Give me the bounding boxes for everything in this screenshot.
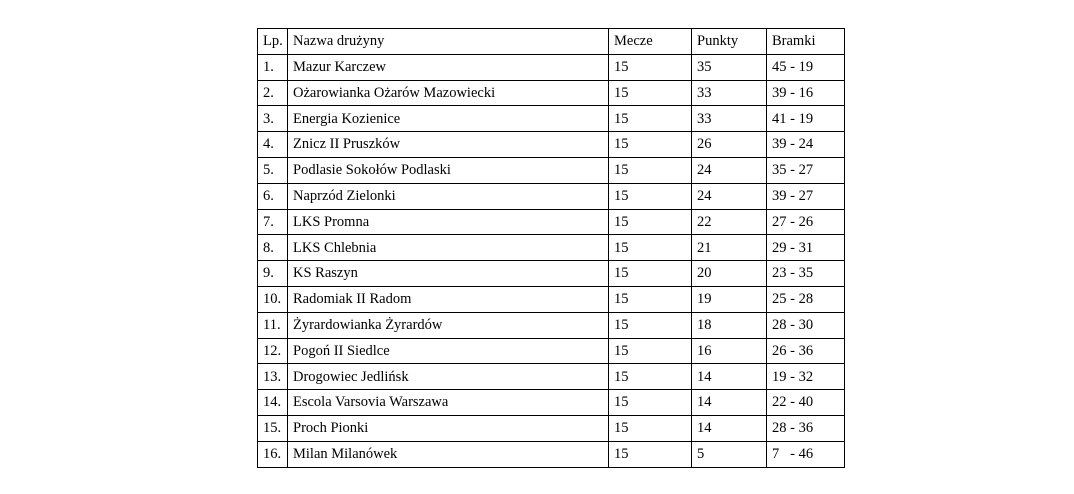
league-standings-table (257, 28, 845, 468)
cell-points: 20 (692, 261, 767, 287)
cell-goals: 27 - 26 (767, 209, 845, 235)
cell-points: 33 (692, 80, 767, 106)
table-row (258, 312, 845, 338)
cell-position: 13. (258, 364, 288, 390)
cell-points: 14 (692, 390, 767, 416)
cell-team-name: Żyrardowianka Żyrardów (288, 312, 609, 338)
cell-goals: 45 - 19 (767, 54, 845, 80)
table-row (258, 415, 845, 441)
cell-goals: 26 - 36 (767, 338, 845, 364)
cell-goals: 35 - 27 (767, 157, 845, 183)
cell-position: 2. (258, 80, 288, 106)
table-row (258, 209, 845, 235)
cell-team-name: Mazur Karczew (288, 54, 609, 80)
table-row (258, 106, 845, 132)
cell-team-name: Podlasie Sokołów Podlaski (288, 157, 609, 183)
cell-position: 11. (258, 312, 288, 338)
cell-team-name: Znicz II Pruszków (288, 132, 609, 158)
cell-goals: 19 - 32 (767, 364, 845, 390)
cell-goals: 41 - 19 (767, 106, 845, 132)
cell-points: 21 (692, 235, 767, 261)
cell-matches: 15 (609, 183, 692, 209)
cell-goals: 28 - 36 (767, 415, 845, 441)
cell-position: 7. (258, 209, 288, 235)
cell-points: 5 (692, 441, 767, 467)
table-row (258, 441, 845, 467)
cell-position: 3. (258, 106, 288, 132)
cell-position: 8. (258, 235, 288, 261)
cell-matches: 15 (609, 80, 692, 106)
cell-position: 10. (258, 286, 288, 312)
cell-matches: 15 (609, 364, 692, 390)
cell-position: 16. (258, 441, 288, 467)
table-row (258, 286, 845, 312)
cell-matches: 15 (609, 54, 692, 80)
cell-matches: 15 (609, 261, 692, 287)
cell-team-name: Milan Milanówek (288, 441, 609, 467)
cell-goals: 25 - 28 (767, 286, 845, 312)
cell-matches: 15 (609, 209, 692, 235)
cell-team-name: Escola Varsovia Warszawa (288, 390, 609, 416)
cell-goals: 29 - 31 (767, 235, 845, 261)
header-goals: Bramki (767, 29, 845, 55)
cell-matches: 15 (609, 132, 692, 158)
cell-points: 24 (692, 157, 767, 183)
cell-goals: 23 - 35 (767, 261, 845, 287)
cell-matches: 15 (609, 441, 692, 467)
cell-points: 18 (692, 312, 767, 338)
table-row (258, 261, 845, 287)
cell-points: 24 (692, 183, 767, 209)
cell-points: 14 (692, 415, 767, 441)
cell-team-name: Ożarowianka Ożarów Mazowiecki (288, 80, 609, 106)
cell-goals: 39 - 24 (767, 132, 845, 158)
header-points: Punkty (692, 29, 767, 55)
header-position: Lp. (258, 29, 288, 55)
cell-team-name: Energia Kozienice (288, 106, 609, 132)
cell-points: 33 (692, 106, 767, 132)
table-row (258, 235, 845, 261)
cell-team-name: LKS Chlebnia (288, 235, 609, 261)
cell-matches: 15 (609, 312, 692, 338)
cell-points: 26 (692, 132, 767, 158)
table-row (258, 390, 845, 416)
cell-points: 22 (692, 209, 767, 235)
cell-position: 12. (258, 338, 288, 364)
cell-team-name: Proch Pionki (288, 415, 609, 441)
cell-goals: 7 - 46 (767, 441, 845, 467)
header-team-name: Nazwa drużyny (288, 29, 609, 55)
table-row (258, 54, 845, 80)
cell-position: 15. (258, 415, 288, 441)
cell-team-name: Naprzód Zielonki (288, 183, 609, 209)
header-matches: Mecze (609, 29, 692, 55)
cell-goals: 39 - 27 (767, 183, 845, 209)
cell-goals: 28 - 30 (767, 312, 845, 338)
table-row (258, 157, 845, 183)
table-row (258, 183, 845, 209)
cell-matches: 15 (609, 338, 692, 364)
cell-position: 6. (258, 183, 288, 209)
table-row (258, 132, 845, 158)
cell-points: 14 (692, 364, 767, 390)
cell-position: 9. (258, 261, 288, 287)
cell-goals: 39 - 16 (767, 80, 845, 106)
table-row (258, 364, 845, 390)
cell-matches: 15 (609, 390, 692, 416)
cell-points: 16 (692, 338, 767, 364)
cell-goals: 22 - 40 (767, 390, 845, 416)
cell-points: 19 (692, 286, 767, 312)
cell-position: 1. (258, 54, 288, 80)
cell-points: 35 (692, 54, 767, 80)
cell-position: 14. (258, 390, 288, 416)
cell-team-name: Drogowiec Jedlińsk (288, 364, 609, 390)
cell-team-name: Pogoń II Siedlce (288, 338, 609, 364)
table-row (258, 80, 845, 106)
cell-matches: 15 (609, 106, 692, 132)
table-header-row (258, 29, 845, 55)
cell-matches: 15 (609, 235, 692, 261)
cell-team-name: KS Raszyn (288, 261, 609, 287)
cell-team-name: LKS Promna (288, 209, 609, 235)
cell-position: 5. (258, 157, 288, 183)
table-row (258, 338, 845, 364)
cell-position: 4. (258, 132, 288, 158)
cell-matches: 15 (609, 286, 692, 312)
cell-team-name: Radomiak II Radom (288, 286, 609, 312)
cell-matches: 15 (609, 415, 692, 441)
cell-matches: 15 (609, 157, 692, 183)
